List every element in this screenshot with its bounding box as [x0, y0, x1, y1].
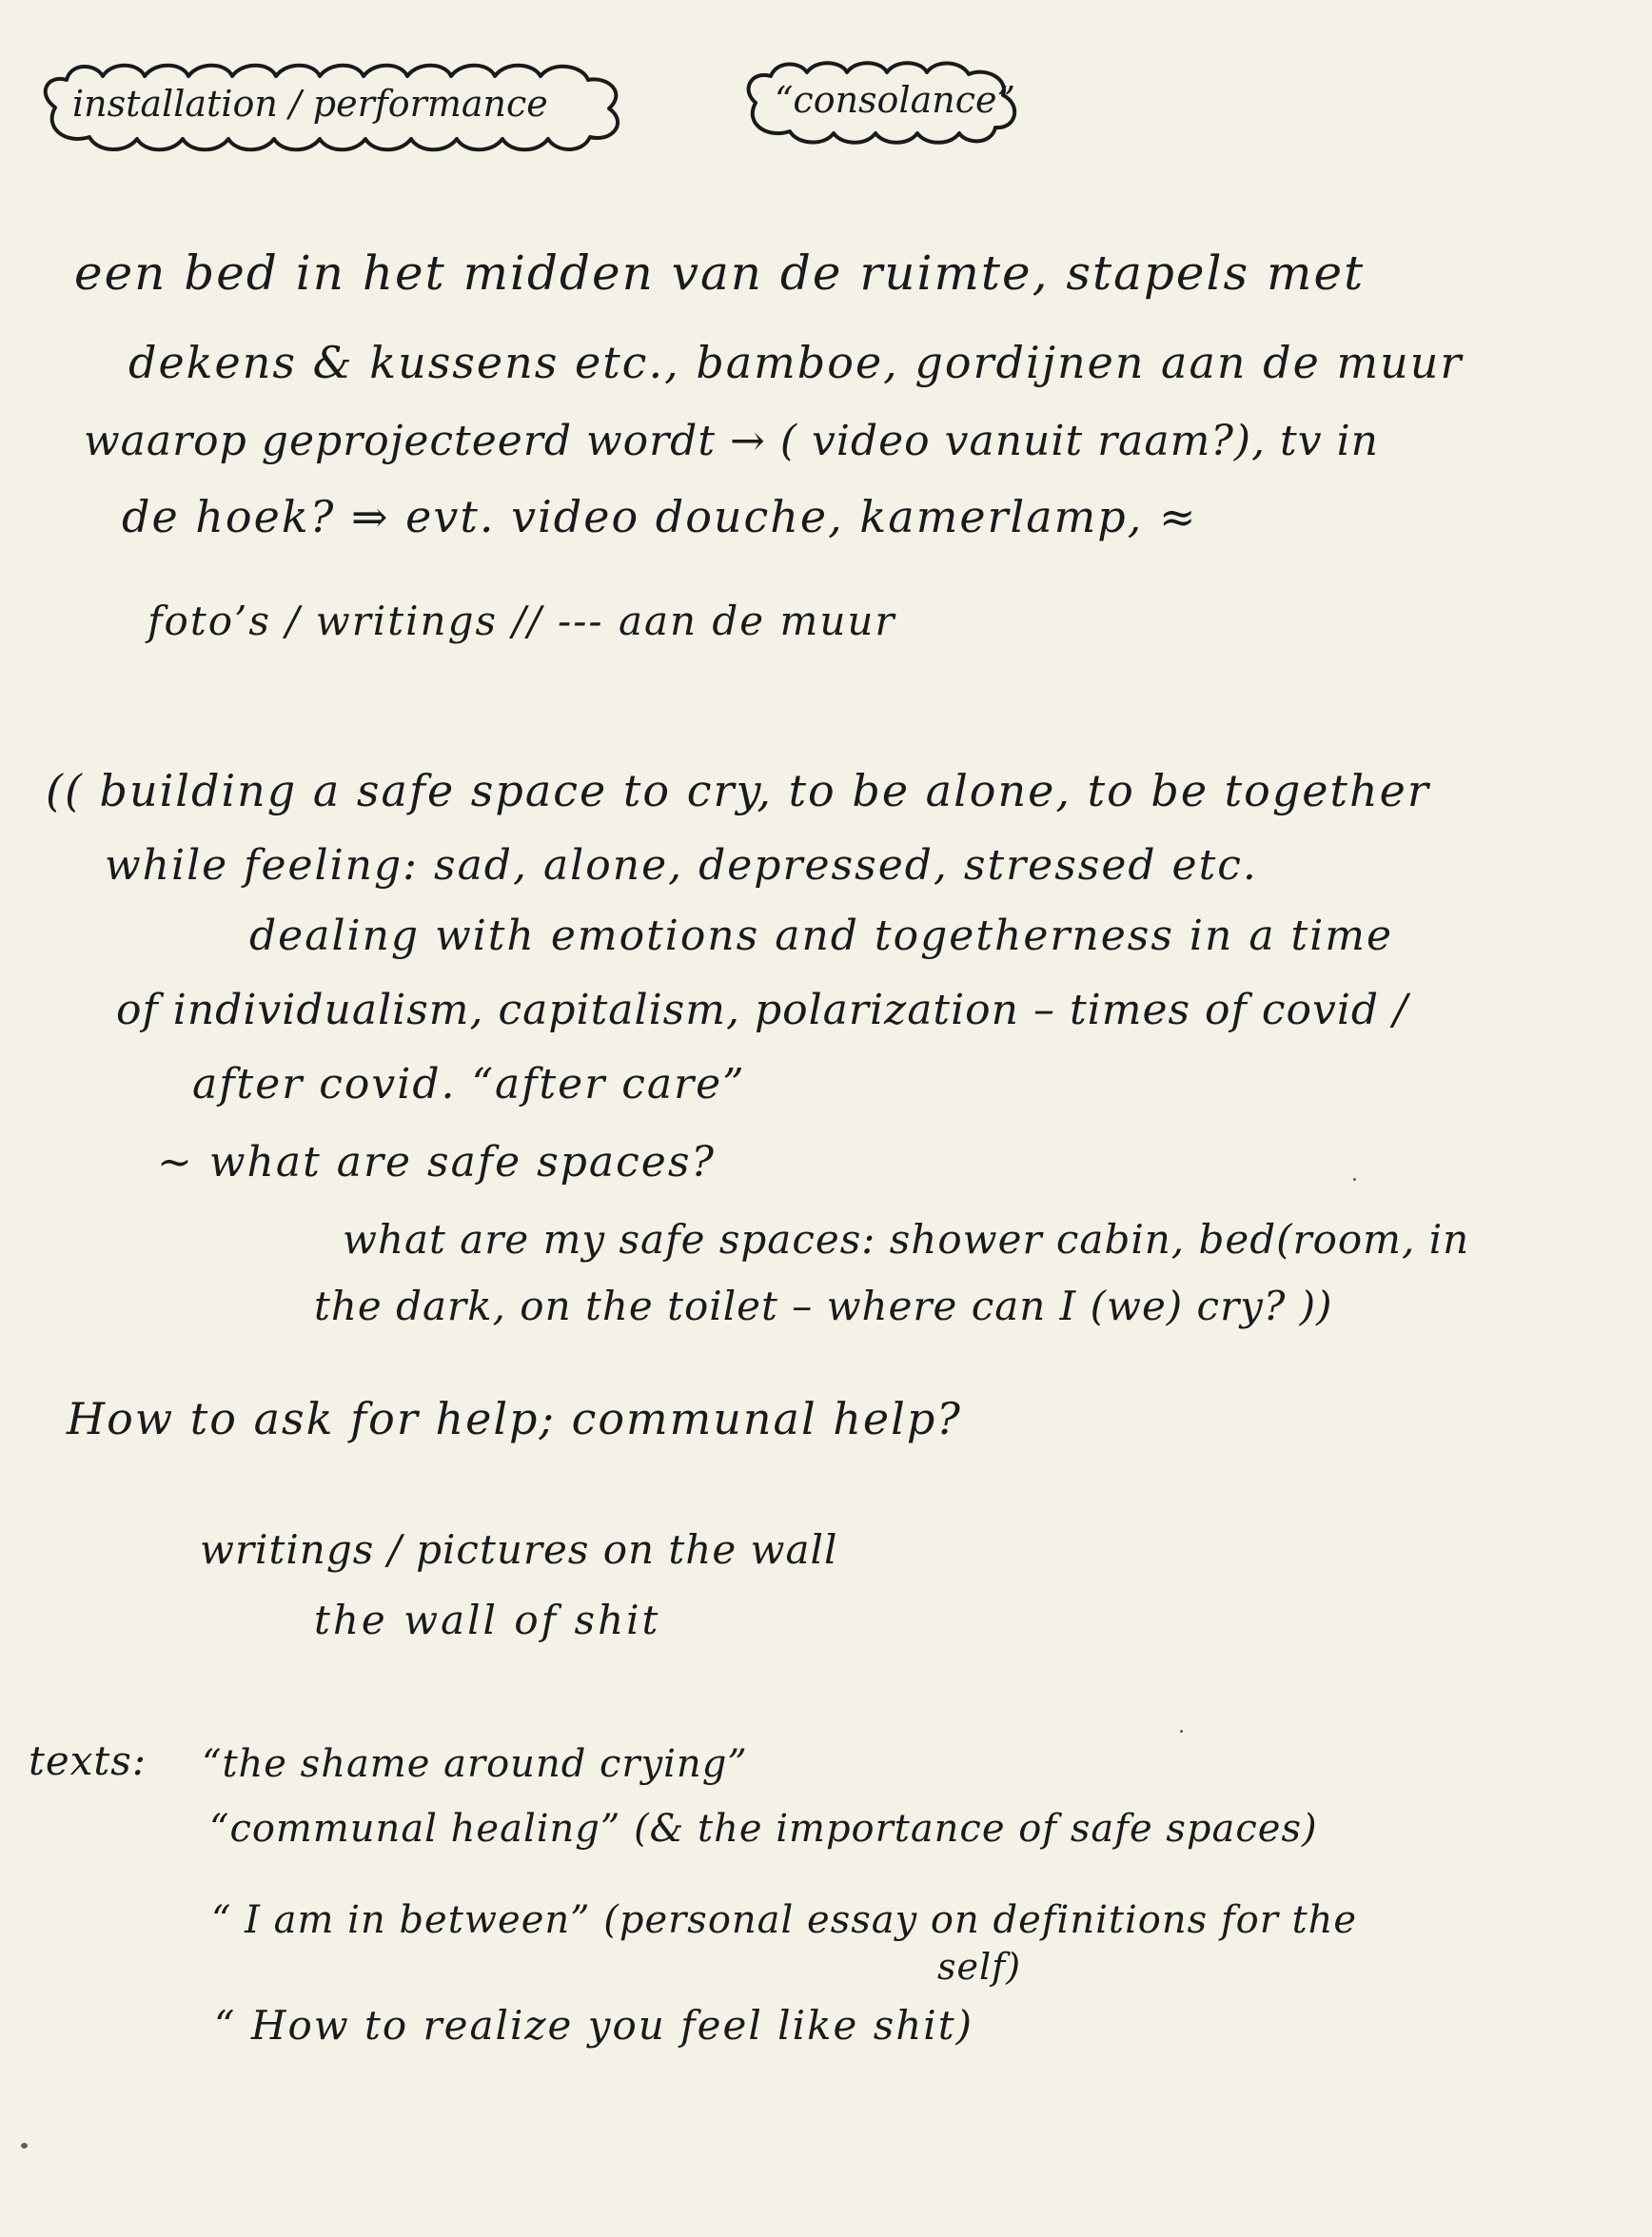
texts-label: texts: [29, 1737, 148, 1784]
para2-line-1: (( building a safe space to cry, to be alone, to be together [46, 765, 1430, 816]
help-question: How to ask for help; communal help? [67, 1393, 962, 1444]
paper-speck [21, 2143, 28, 2149]
heading-cloud-consolance [733, 55, 1037, 150]
photos-writings-line: foto’s / writings // --- aan de muur [148, 598, 896, 644]
para2-line-4: of individualism, capitalism, polarization – times of covid / [116, 986, 1408, 1034]
para2-line-8: the dark, on the toilet – where can I (we) cry? )) [314, 1283, 1333, 1329]
heading-cloud-installation [27, 55, 636, 160]
text-item-2: “communal healing” (& the importance of safe spaces) [209, 1807, 1318, 1851]
heading-right: “consolance” [775, 79, 1015, 121]
para1-line-2: dekens & kussens etc., bamboe, gordijnen aan de muur [128, 337, 1464, 388]
para2-line-6: ∼ what are safe spaces? [157, 1138, 716, 1187]
text-item-1: “the shame around crying” [202, 1742, 748, 1786]
para1-line-3: waarop geprojecteerd wordt → ( video vanuit raam?), tv in [84, 417, 1379, 465]
para1-line-1: een bed in het midden van de ruimte, stapels met [74, 245, 1366, 301]
wall-line-2: the wall of shit [314, 1597, 661, 1643]
para2-line-5: after covid. “after care” [192, 1060, 746, 1109]
para2-line-7: what are my safe spaces: shower cabin, bed(room, in [343, 1216, 1470, 1263]
text-item-3-continued: self) [937, 1946, 1022, 1988]
para2-line-2: while feeling: sad, alone, depressed, stressed etc. [105, 841, 1258, 890]
text-item-4: “ How to realize you feel like shit) [214, 2002, 974, 2049]
para2-line-3: dealing with emotions and togetherness in a time [249, 912, 1394, 960]
paper-speck [1180, 1730, 1183, 1733]
para1-line-4: de hoek? ⇒ evt. video douche, kamerlamp, ≈ [122, 491, 1198, 542]
text-item-3: “ I am in between” (personal essay on definitions for the [211, 1898, 1358, 1942]
heading-left: installation / performance [72, 83, 548, 125]
paper-speck [1353, 1178, 1356, 1181]
wall-line-1: writings / pictures on the wall [200, 1526, 838, 1573]
